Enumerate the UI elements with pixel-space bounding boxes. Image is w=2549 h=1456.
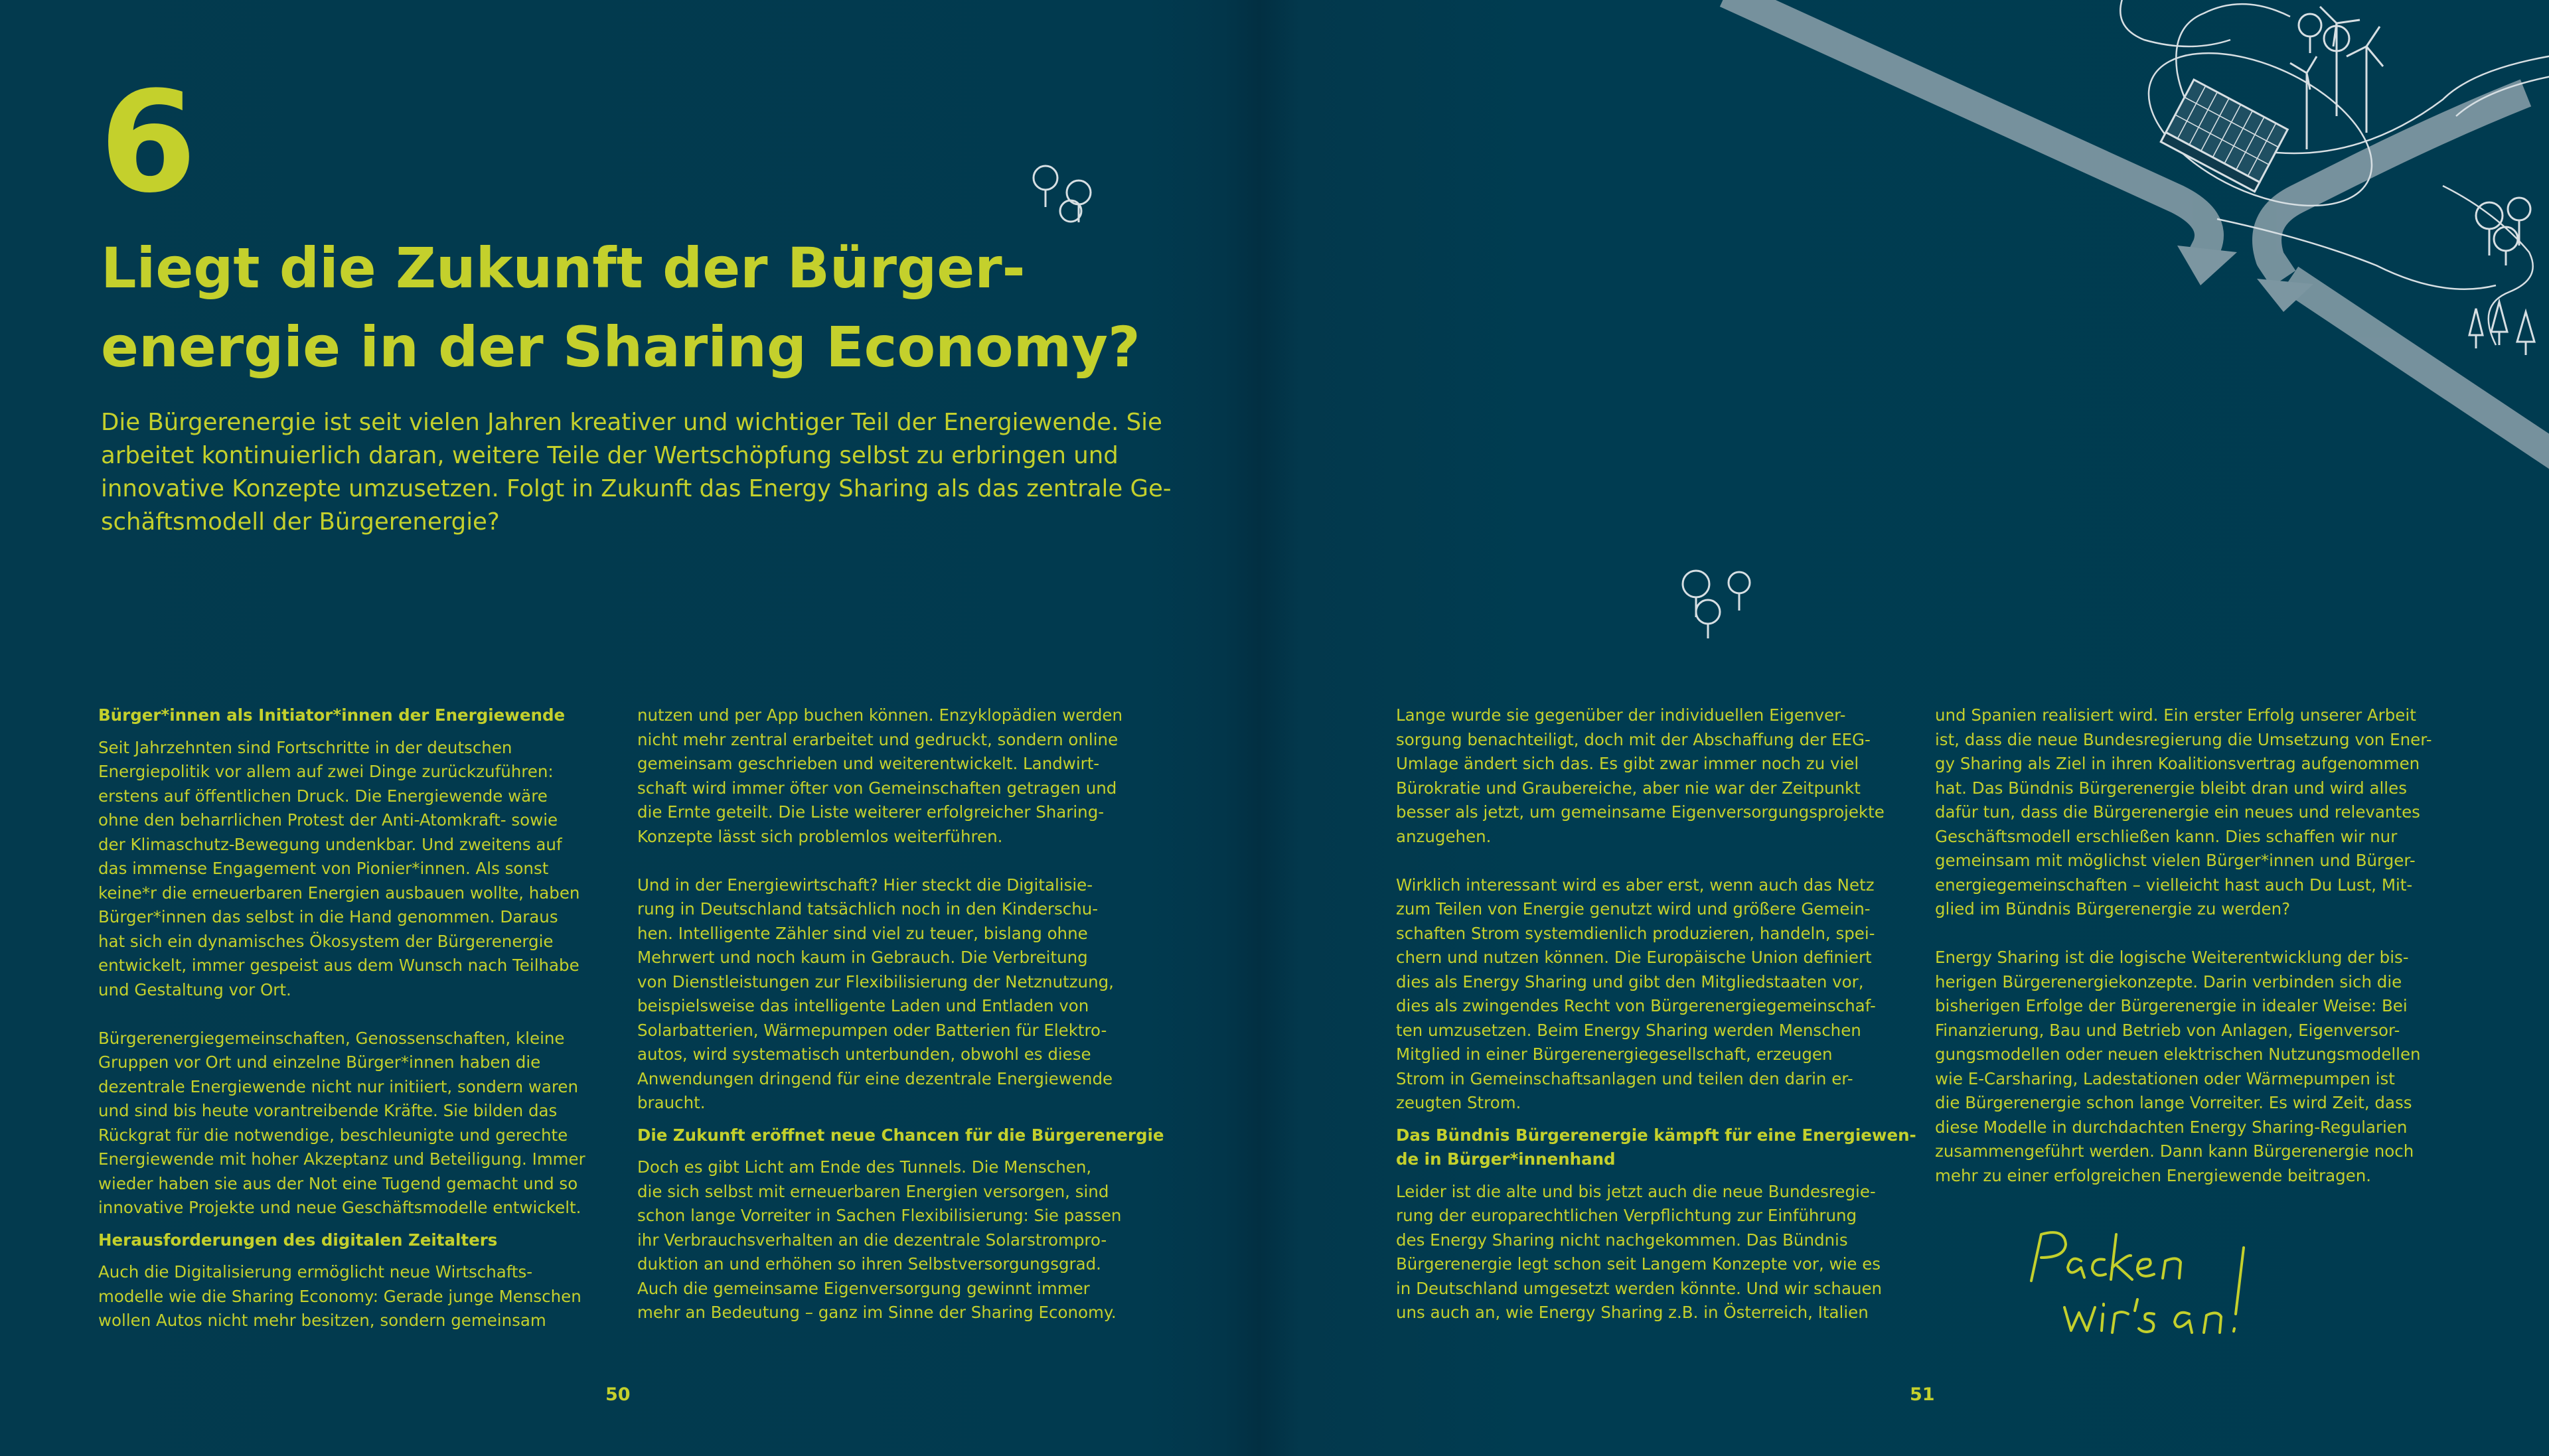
tree-doodle-icon (1026, 159, 1105, 232)
paragraph: Auch die Digitalisierung ermöglicht neue Wirtschafts- modelle wie die Sharing Economy: Gerade junge Menschen wollen Autos nicht mehr besitzen, sondern gemeinsam (98, 1262, 581, 1330)
section-heading: Die Zukunft eröffnet neue Chancen für die Bürgerenergie (637, 1125, 1164, 1145)
section-heading: Das Bündnis Bürgerenergie kämpft für eine Energiewen- de in Bürger*innenhand (1396, 1125, 1916, 1169)
tree-doodle-icon (1676, 564, 1762, 644)
paragraph: Und in der Energiewirtschaft? Hier steckt die Digitalisie- rung in Deutschland tatsächlich noch in den Kinderschu- hen. Intelligente Zähler sind viel zu teuer, bislang ohne Mehrwert und noch kaum in Gebrauch. Die Verbreitung von Dienstleistungen zur Flexibilisierung der Netznutzung, beispielsweise das intelligente Laden und Entladen von Solarbatterien, Wärmepumpen oder Batterien für Elektro- autos, wird systematisch unterbunden, obwohl es diese Anwendungen dringend für eine dezentrale Energiewende braucht. (637, 875, 1114, 1112)
paragraph: Wirklich interessant wird es aber erst, wenn auch das Netz zum Teilen von Energie genutzt wird und größere Gemein- schaften Strom systemdienlich produzieren, handeln, spei- chern und nutzen können. Die Europäische Union definiert dies als Energy Sharing und gibt den Mitgliedstaaten vor, dies als zwingendes Recht von Bürgerenergiegemeinschaf- ten umzusetzen. Beim Energy Sharing werden Menschen Mitglied in einer Bürgerenergiegesellschaft, erzeugen Strom in Gemeinschaftsanlagen und teilen den darin er- zeugten Strom. (1396, 875, 1876, 1112)
paragraph: Seit Jahrzehnten sind Fortschritte in der deutschen Energiepolitik vor allem auf zwei Dinge zurückzuführen: erstens auf öffentlichen Druck. Die Energiewende wäre ohne den beharrlichen Protest der Anti-Atomkraft- sowie der Klimaschutz-Bewegung undenkbar. Und zweitens auf das immense Engagement von Pionier*innen. Als sonst keine*r die erneuerbaren Energien ausbauen wollte, haben Bürger*innen das selbst in die Hand genommen. Daraus hat sich ein dynamisches Ökosystem der Bürgerenergie entwickelt, immer gespeist aus dem Wunsch nach Teilhabe und Gestaltung vor Ort. (98, 737, 580, 999)
solar-roof-icon (2161, 80, 2287, 192)
handwritten-slogan (2018, 1214, 2297, 1354)
energy-sharing-illustration (1713, 0, 2549, 504)
paragraph: Doch es gibt Licht am Ende des Tunnels. Die Menschen, die sich selbst mit erneuerbaren Energien versorgen, sind schon lange Vorreiter in Sachen Flexibilisierung: Sie passen ihr Verbrauchsverhalten an die dezentrale Solarstrompro- duktion an und erhöhen so ihren Selbstversorgungsgrad. Auch die gemeinsame Eigenversorgung gewinnt immer mehr an Bedeutung – ganz im Sinne der Sharing Economy. (637, 1157, 1122, 1322)
page-number-right: 51 (1910, 1384, 1935, 1405)
page-number-left: 50 (605, 1384, 631, 1405)
chapter-number: 6 (100, 61, 194, 224)
intro-paragraph: Die Bürgerenergie ist seit vielen Jahren kreativer und wichtiger Teil der Energiewende. Sie arbeitet kontinuierlich daran, weitere Teile der Wertschöpfung selbst zu erbringen und innovative Konzepte umzusetzen. Folgt in Zukunft das Energy Sharing als das zentrale Ge-schäftsmodell der Bürgerenergie? (101, 409, 1172, 536)
chapter-headline: Liegt die Zukunft der Bürger- energie in der Sharing Economy? (101, 236, 1140, 380)
paragraph: Energy Sharing ist die logische Weiterentwicklung der bis- herigen Bürgerenergiekonzepte. Darin verbinden sich die bisherigen Erfolge der Bürgerenergie in idealer Weise: Bei Finanzierung, Bau und Betrieb von Anlagen, Eigenversor- gungsmodellen oder neuen elektrischen Nutzungsmodellen wie E-Carsharing, Ladestationen oder Wärmepumpen ist die Bürgerenergie schon lange Vorreiter. Es wird Zeit, dass diese Modelle in durchdachten Energy Sharing-Regularien zusammengeführt werden. Dann kann Bürgerenergie noch mehr zu einer erfolgreichen Energiewende beitragen. (1935, 948, 2421, 1185)
paragraph: und Spanien realisiert wird. Ein erster Erfolg unserer Arbeit ist, dass die neue Bundesregierung die Umsetzung von Ener- gy Sharing als Ziel in ihren Koalitionsvertrag aufgenommen hat. Das Bündnis Bürgerenergie bleibt dran und wird alles dafür tun, dass die Bürgerenergie ein neues und relevantes Geschäftsmodell erschließen kann. Dies schaffen wir nur gemeinsam mit möglichst vielen Bürger*innen und Bürger- energiegemeinschaften – vielleicht hast auch Du Lust, Mit- glied im Bündnis Bürgerenergie zu werden? (1935, 705, 2432, 918)
paragraph: nutzen und per App buchen können. Enzyklopädien werden nicht mehr zentral erarbeitet und gedruckt, sondern online gemeinsam geschrieben und weiterentwickelt. Landwirt- schaft wird immer öfter von Gemeinschaften getragen und die Ernte geteilt. Die Liste weiterer erfolgreicher Sharing- Konzepte lässt sich problemlos weiterführen. (637, 705, 1123, 846)
text-column-1 (98, 703, 629, 1333)
text-column-2 (637, 703, 1168, 1325)
paragraph: Leider ist die alte und bis jetzt auch die neue Bundesregie- rung der europarechtlichen Verpflichtung zur Einführung des Energy Sharing nicht nachgekommen. Das Bündnis Bürgerenergie legt schon seit Langem Konzepte vor, wie es in Deutschland umgesetzt werden könnte. Und wir schauen uns auch an, wie Energy Sharing z.B. in Österreich, Italien (1396, 1181, 1883, 1322)
paragraph: Lange wurde sie gegenüber der individuellen Eigenver- sorgung benachteiligt, doch mit der Abschaffung der EEG- Umlage ändert sich das. Es gibt zwar immer noch zu viel Bürokratie und Graubereiche, aber nie war der Zeitpunkt besser als jetzt, um gemeinsame Eigenversorgungsprojekte anzugehen. (1396, 705, 1885, 846)
paragraph: Bürgerenergiegemeinschaften, Genossenschaften, kleine Gruppen vor Ort und einzelne Bürger*innen haben die dezentrale Energiewende nicht nur initiiert, sondern waren und sind bis heute vorantreibende Kräfte. Sie bilden das Rückgrat für die notwendige, beschleunigte und gerechte Energiewende mit hoher Akzeptanz und Beteiligung. Immer wieder haben sie aus der Not eine Tugend gemacht und so innovative Projekte und neue Geschäftsmodelle entwickelt. (98, 1028, 585, 1217)
text-column-3 (1396, 703, 1927, 1325)
section-heading: Bürger*innen als Initiator*innen der Energiewende (98, 705, 566, 725)
wind-turbine-icon (2290, 7, 2383, 149)
section-heading: Herausforderungen des digitalen Zeitalters (98, 1230, 498, 1250)
text-column-4 (1935, 703, 2466, 1188)
